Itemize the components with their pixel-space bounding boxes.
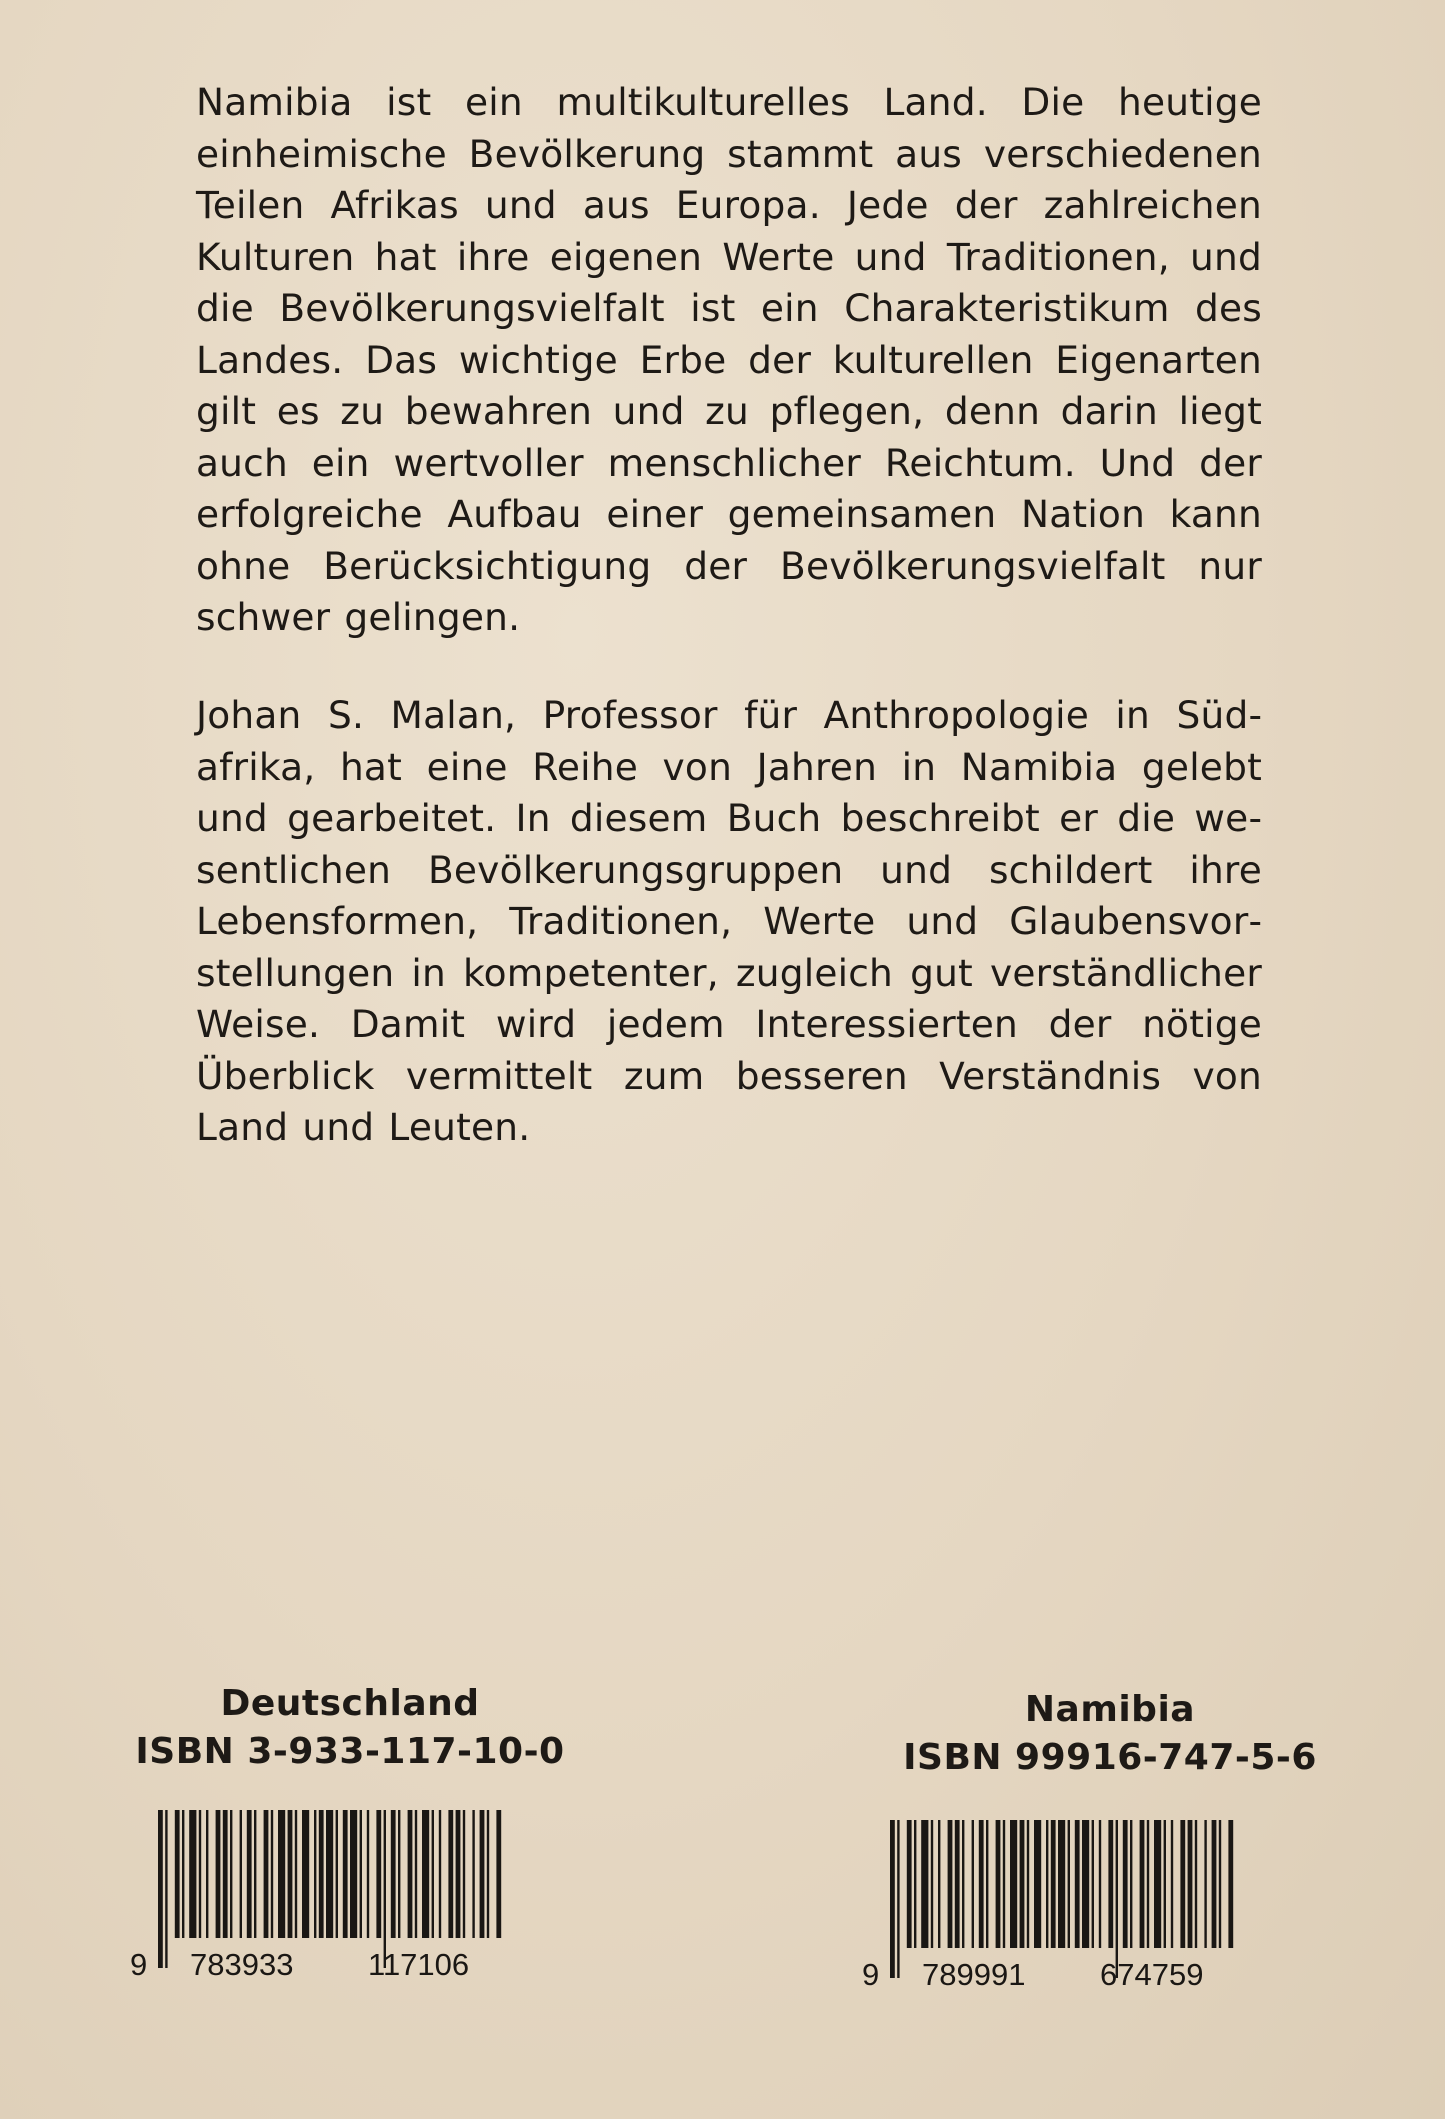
- author-paragraph: Johan S. Malan, Professor für Anthropologie in Südafrika, hat eine Reihe von Jahren in Namibia gelebt und gearbeitet. In diesem Buch beschreibt er die wesentlichen Bevölkerungsgruppen und schildert ihre Lebensformen, Traditionen, Werte und Glaubensvorstellungen in kompetenter, zugleich gut verständlicher Weise. Damit wird jedem Interessierten der nötige Überblick vermittelt zum besseren Verständnis von Land und Leuten.: [196, 693, 1262, 1149]
- barcode-bar: [199, 1810, 201, 1938]
- barcode-bar: [376, 1810, 381, 1938]
- barcode-bar: [247, 1810, 252, 1938]
- barcode-bar: [206, 1810, 208, 1938]
- isbn-block-deutschland: [130, 1680, 570, 1776]
- barcode-bar: [1082, 1820, 1089, 1948]
- barcode-bar: [1075, 1820, 1080, 1948]
- barcode-graphic-namibia: [862, 1820, 1262, 1990]
- barcode-bar: [1164, 1820, 1166, 1948]
- barcode-bar: [343, 1810, 348, 1938]
- barcode-bar: [1180, 1820, 1185, 1948]
- barcode-bar: [480, 1810, 485, 1938]
- barcode-bar: [360, 1810, 362, 1938]
- isbn-country-namibia: Namibia: [1024, 1689, 1196, 1730]
- barcode-bar: [254, 1810, 256, 1938]
- barcode-bar: [1130, 1820, 1132, 1948]
- barcode-bar: [1195, 1820, 1197, 1948]
- barcode-bar: [336, 1810, 338, 1938]
- barcode-bar: [921, 1820, 928, 1948]
- barcode-bar: [986, 1820, 988, 1948]
- barcode-bar: [182, 1810, 184, 1938]
- barcode-bar: [240, 1810, 242, 1938]
- barcode-bar: [398, 1810, 400, 1938]
- barcode-bar: [1188, 1820, 1193, 1948]
- barcode-bar: [391, 1810, 396, 1938]
- barcode-bar: [432, 1810, 434, 1938]
- barcode-bar: [408, 1810, 413, 1938]
- barcode-bar: [350, 1810, 357, 1938]
- barcode-bar: [890, 1820, 895, 1978]
- barcode-bar: [938, 1820, 940, 1948]
- barcode-graphic-deutschland: [130, 1810, 530, 1980]
- barcode-bar: [463, 1810, 465, 1938]
- barcode-bar: [1027, 1820, 1029, 1948]
- isbn-number-namibia: ISBN 99916-747-5-6: [903, 1737, 1317, 1778]
- barcode-bar: [216, 1810, 221, 1938]
- barcode-bar: [1116, 1820, 1118, 1978]
- barcode-bar: [288, 1810, 293, 1938]
- barcode-bar: [472, 1810, 474, 1938]
- barcode-digits-group-2: 674759: [1100, 1957, 1204, 1990]
- barcode-bar: [1171, 1820, 1173, 1948]
- barcode-bar: [367, 1810, 369, 1938]
- barcode-bar: [914, 1820, 916, 1948]
- barcode-bar: [278, 1810, 285, 1938]
- barcode-bar: [264, 1810, 269, 1938]
- barcode-bar: [1092, 1820, 1094, 1948]
- barcode-bar: [1051, 1820, 1056, 1948]
- barcode-bar: [979, 1820, 984, 1948]
- barcode-bar: [456, 1810, 461, 1938]
- barcode-digits-group-1: 789991: [922, 1957, 1026, 1990]
- barcode-bar: [948, 1820, 953, 1948]
- barcode-bar: [1020, 1820, 1025, 1948]
- barcode-left-digit: 9: [130, 1947, 148, 1980]
- barcode-bar: [158, 1810, 163, 1968]
- barcode-bar: [384, 1810, 386, 1968]
- barcode-bar: [1046, 1820, 1048, 1948]
- isbn-number-deutschland: ISBN 3-933-117-10-0: [135, 1731, 565, 1772]
- barcode-bar: [1108, 1820, 1113, 1948]
- barcode-bar: [1123, 1820, 1128, 1948]
- barcode-bar: [1228, 1820, 1233, 1948]
- barcode-bar: [1003, 1820, 1005, 1948]
- barcode-bar: [1010, 1820, 1017, 1948]
- barcode-bar: [189, 1810, 196, 1938]
- barcode-bar: [422, 1810, 429, 1938]
- barcode-bar: [1219, 1820, 1221, 1948]
- barcode-bar: [326, 1810, 333, 1938]
- barcode-namibia: [862, 1820, 1262, 1990]
- barcode-bar: [271, 1810, 273, 1938]
- barcode-bar: [962, 1820, 964, 1948]
- barcode-bar: [897, 1820, 899, 1978]
- barcode-bar: [1147, 1820, 1149, 1948]
- barcode-bar: [487, 1810, 489, 1938]
- barcode-bars: [890, 1820, 1233, 1978]
- barcode-bar: [955, 1820, 960, 1948]
- barcode-deutschland: [130, 1810, 530, 1980]
- barcode-bar: [907, 1820, 912, 1948]
- barcode-digits-group-2: 117106: [368, 1947, 470, 1980]
- barcode-bars: [158, 1810, 501, 1968]
- isbn-country-deutschland: Deutschland: [220, 1683, 480, 1724]
- barcode-bar: [1068, 1820, 1070, 1948]
- barcode-bar: [302, 1810, 309, 1938]
- barcode-bar: [1212, 1820, 1217, 1948]
- barcode-bar: [931, 1820, 933, 1948]
- isbn-block-namibia: [870, 1686, 1350, 1782]
- barcode-bar: [314, 1810, 316, 1938]
- barcode-bar: [295, 1810, 297, 1938]
- barcode-bar: [1099, 1820, 1101, 1948]
- description-paragraph-1: Namibia ist ein multikulturelles Land. Die heutige einheimische Bevölkerung stammt aus verschiedenen Teilen Afrikas und aus Europa. Jede der zahlreichen Kulturen hat ihre eigenen Werte und Traditionen, und die Bevölkerungsvielfalt ist ein Charakteristikum des Landes. Das wichtige Erbe der kulturellen Eigenarten gilt es zu bewahren und zu pflegen, denn darin liegt auch ein wertvoller menschlicher Reichtum. Und der erfolgreiche Aufbau einer gemeinsamen Nation kann ohne Berücksichtigung der Bevölkerungsvielfalt nur schwer gelingen.: [196, 80, 1262, 639]
- barcode-bar: [1204, 1820, 1206, 1948]
- barcode-digits-group-1: 783933: [190, 1947, 294, 1980]
- barcode-bar: [319, 1810, 324, 1938]
- barcode-bar: [1058, 1820, 1065, 1948]
- barcode-bar: [972, 1820, 974, 1948]
- barcode-bar: [230, 1810, 232, 1938]
- barcode-bar: [1140, 1820, 1145, 1948]
- barcode-left-digit: 9: [862, 1957, 880, 1990]
- barcode-bar: [439, 1810, 441, 1938]
- barcode-bar: [165, 1810, 167, 1968]
- barcode-bar: [448, 1810, 453, 1938]
- barcode-bar: [1154, 1820, 1161, 1948]
- barcode-bar: [415, 1810, 417, 1938]
- barcode-bar: [223, 1810, 228, 1938]
- barcode-bar: [496, 1810, 501, 1938]
- barcode-bar: [996, 1820, 1001, 1948]
- barcode-bar: [175, 1810, 180, 1938]
- barcode-bar: [1034, 1820, 1041, 1948]
